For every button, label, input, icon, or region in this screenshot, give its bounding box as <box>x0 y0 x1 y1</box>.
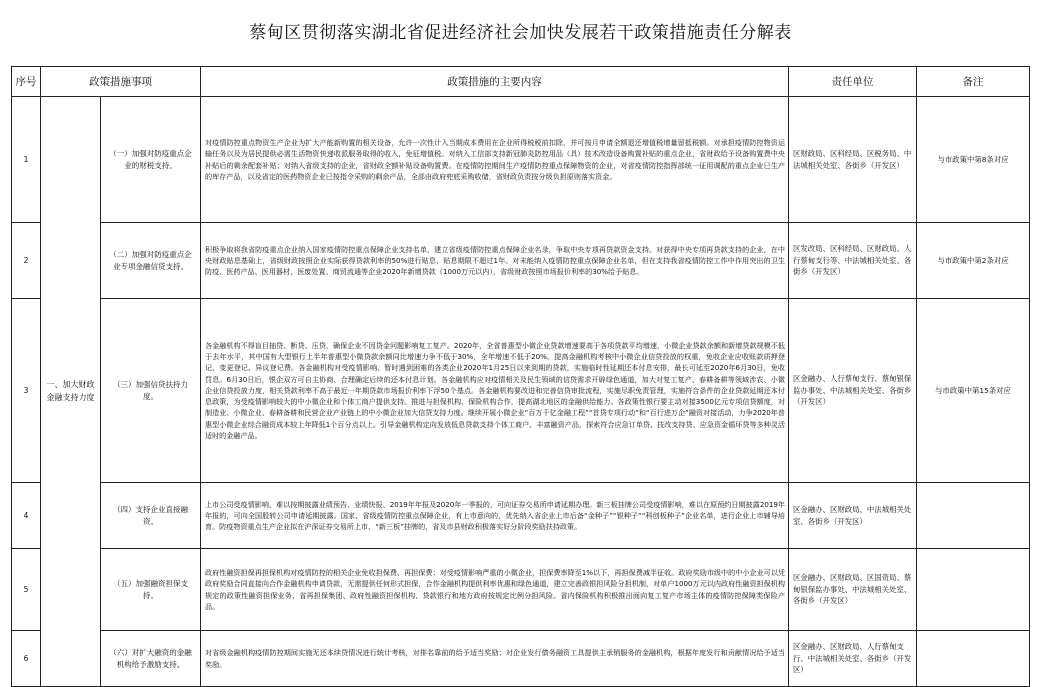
row-unit: 区金融办、人行蔡甸支行、蔡甸银保监办事处、中法城相关处室、各街乡（开发区） <box>789 299 917 483</box>
row-item: （四）支持企业直接融资。 <box>101 483 201 549</box>
row-seq: 6 <box>12 631 41 687</box>
table-row <box>12 299 1030 483</box>
row-unit: 区财政局、区科经局、区税务局、中法城相关处室、各街乡（开发区） <box>789 97 917 223</box>
row-item: （六）对扩大融资的金融机构给予激励支持。 <box>101 631 201 687</box>
category-cell: 一、加大财政金融支持力度 <box>41 97 101 687</box>
header-row <box>12 67 1030 97</box>
header-note: 备注 <box>917 67 1030 97</box>
table-row <box>12 483 1030 549</box>
row-note: 与市政策中第2条对应 <box>917 223 1030 299</box>
row-content: 各金融机构不得盲目抽贷、断贷、压贷，确保企业不因贷金问题影响复工复产。2020年，全省普惠型小微企业贷款增速要高于各项贷款平均增速，小微企业贷款余额和新增贷款规模不低于去年水平，其中国有大型银行上半年普惠型小微贷款余额同比增速力争不低于30%，全年增速不低于20%。提高金融机构考核中小微企业信贷投放的权重，免收企业应收账款质押登记、变更登记、异议登记费。各金融机构对受疫情影响、暂时遇到困难的各类企业2020年1月25日以来到期的贷款，实施临时性延期还本付息安排，最长可延至2020年6月30日，免收罚息。6月30日后，银企双方可自主协商、合理确定后续的还本付息计划。各金融机构应对疫情相关及民生领域的信贷需求开辟绿色通道，加大对复工复产、春耕备耕等领域涉农、小微企业信贷投放力度，相关贷款利率不高于最近一年期贷款市场报价利率下浮50个基点。各金融机构要改进和完善信贷审批流程，实施尽职免责管理，实施符合条件的企业贷款延期还本付息政策，为受疫情影响较大的中小微企业和个体工商户提供支持。推进与担保机构、保险机构合作，提高湖北地区的金融供给能力。各政策性银行要主动对接3500亿元专项信贷额度，对制造业、小微企业、春耕备耕和民营企业产业链上的中小微企业加大信贷支持力度。继续开展小微企业“百万千亿金融工程”“首贷专项行动”和“百行进万企”融资对接活动，力争2020年普惠型小微企业综合融资成本较上年降低1个百分点以上。引导金融机构定向发放低息贷款支持个体工商户、丰富融资产品，探索符合应急订单贷、技改支持贷、应急资金循环贷等多种灵活适时的金融产品。 <box>201 299 789 483</box>
row-seq: 2 <box>12 223 41 299</box>
header-seq: 序号 <box>12 67 41 97</box>
row-seq: 3 <box>12 299 41 483</box>
document-title: 蔡甸区贯彻落实湖北省促进经济社会加快发展若干政策措施责任分解表 <box>249 23 792 43</box>
table-row <box>12 549 1030 631</box>
table-row <box>12 97 1030 223</box>
row-content: 上市公司受疫情影响，难以按期披露业绩预告、业绩快报、2019年年报及2020年一季报的，可向证券交易所申请延期办理。新三板挂牌公司受疫情影响，难以在原预约日期披露2019年年报的，可向全国股转公司申请延期披露。国家、省级疫情防控重点保障企业，有上市意向的，优先纳入省企业上市后备“金种子”“银种子”“科创板种子”企业名单，进行企业上市辅导培育。防疫物资重点生产企业拟在沪深证券交易所上市、“新三板”挂牌的，省及市县财政积极落实好分阶段奖励扶持政策。 <box>201 483 789 549</box>
row-unit: 区发改局、区科经局、区财政局、人行蔡甸支行等、中法城相关处室、各街乡（开发区） <box>789 223 917 299</box>
row-seq: 4 <box>12 483 41 549</box>
row-item: （一）加强对防疫重点企业的财税支持。 <box>101 97 201 223</box>
row-content: 政府性融资担保再担保机构对疫情防控的相关企业免收担保费、再担保费；对受疫情影响严重的小微企业，担保费率降至1%以下，再担保费减半征收。政府奖励市级中的中小企业可以凭政府奖励合同直接向合作金融机构申请贷款，无需提供任何形式担保，合作金融机构提供利率优惠和绿色通道，建立完善政银担风险分担机制，对单户1000万元以内政府性融资担保机构规定的政策性融资担保业务，省再担保集团、政府性融资担保机构、贷款银行和地方政府按规定比例分担风险。省内保险机构积极推出面向复工复产市场主体的疫情防控保障类保险产品。 <box>201 549 789 631</box>
row-note <box>917 631 1030 687</box>
row-unit: 区金融办、区财政局、中法城相关处室、各街乡（开发区） <box>789 483 917 549</box>
row-seq: 5 <box>12 549 41 631</box>
table-row <box>12 223 1030 299</box>
row-note <box>917 483 1030 549</box>
row-item: （二）加强对防疫重点企业专项金融信贷支持。 <box>101 223 201 299</box>
header-content: 政策措施的主要内容 <box>201 67 789 97</box>
row-content: 积极争取将我省防疫重点企业纳入国家疫情防控重点保障企业支持名单，建立省级疫情防控重点保障企业名录，争取中央专项再贷款资金支持。对获得中央专项再贷款支持的企业，在中央财政贴息基础上，省级财政按照企业实际获得贷款利率的50%进行贴息，贴息期限不超过1年。对未能纳入疫情防控重点保障企业名单，但在支持我省疫情防控工作中作用突出的卫生防疫、医药产品、医用器材、医废处置、商贸流通等企业2020年新增贷款（1000万元以内），省级财政按照市场报价利率的30%给予贴息。 <box>201 223 789 299</box>
row-item: （三）加强信贷扶持力度。 <box>101 299 201 483</box>
row-content: 对省级金融机构疫情防控期间实施无还本续贷情况进行统计考核，对排名靠前的给予适当奖励；对企业发行债务融资工具提供主承销服务的金融机构，根据年度发行和贡献情况给予适当奖励。 <box>201 631 789 687</box>
header-unit: 责任单位 <box>789 67 917 97</box>
row-content: 对疫情防控重点物资生产企业为扩大产能新购置的相关设备，允许一次性计入当期成本费用在企业所得税税前扣除，并可按月申请全额退还增值税增量留抵税额。对承担疫情防控物资运输任务以及为居民提供必需生活物资快递收派服务取得的收入，免征增值税。对纳入工信部支持新冠肺炎防控用品（具）技术改造设备购置补贴的重点企业，省财政给予设备购置费中央补贴后的剩余配套补贴；对纳入省级支持的企业，省财政全额补贴设备购置费。在疫情防控期间生产疫情防控重点保障物资的企业，对省疫情防控指挥部统一征用调配的重点企业已生产的库存产品，以及省定的医药物资企业已按指令采购的剩余产品，全部由政府兜底采购收储，省财政负责按分级负担原则落实资金。 <box>201 97 789 223</box>
row-unit: 区金融办、区财政局、人行蔡甸支行、中法城相关处室、各街乡（开发区） <box>789 631 917 687</box>
row-note: 与市政策中第15条对应 <box>917 299 1030 483</box>
row-note: 与市政策中第8条对应 <box>917 97 1030 223</box>
table-row <box>12 631 1030 687</box>
row-unit: 区金融办、区财政局、区国资局、蔡甸银保监办事处、中法城相关处室、各街乡（开发区） <box>789 549 917 631</box>
row-note <box>917 549 1030 631</box>
header-item: 政策措施事项 <box>41 67 201 97</box>
responsibility-table <box>11 66 1030 687</box>
row-seq: 1 <box>12 97 41 223</box>
row-item: （五）加强融资担保支持。 <box>101 549 201 631</box>
